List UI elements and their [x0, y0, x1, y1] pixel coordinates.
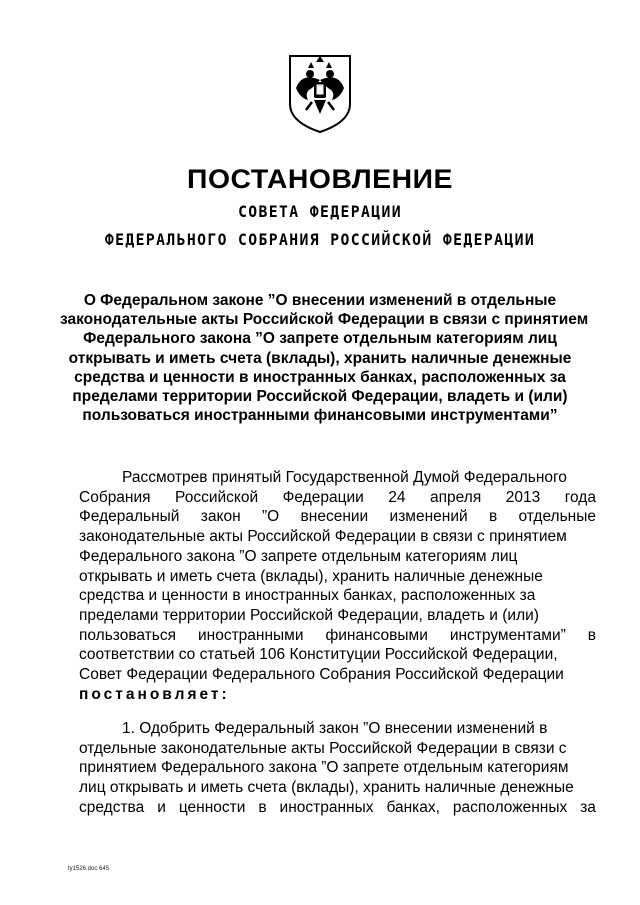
word: и: [157, 798, 166, 816]
word: внесении: [300, 508, 369, 526]
word: иностранными: [197, 626, 304, 644]
document-subtitle-council: СОВЕТА ФЕДЕРАЦИИ: [238, 202, 402, 221]
word: иностранных: [279, 798, 374, 816]
footer-file-reference: ty1526.doc 645: [68, 866, 110, 872]
justified-line: [79, 488, 596, 508]
word: финансовыми: [325, 626, 428, 644]
document-title: ПОСТАНОВЛЕНИЕ: [187, 164, 453, 194]
word: ”О: [261, 508, 280, 526]
word: изменений: [389, 508, 468, 526]
word: Российской: [175, 488, 259, 506]
justified-line: [79, 626, 596, 646]
subject-line: О Федеральном законе ”О внесении изменений в отдельные: [83, 292, 557, 309]
subject-line: законодательные акты Российской Федерации в связи с принятием: [60, 311, 589, 329]
decree-word: постановляет:: [79, 685, 230, 703]
word: ценности: [178, 798, 246, 816]
text-line: Рассмотрев принятый Государственной Думой Федерального: [122, 469, 567, 486]
word: Федеральный: [79, 508, 180, 526]
word: апреля: [430, 488, 482, 506]
subject-line: пользоваться иностранными финансовыми инструментами”: [82, 407, 558, 425]
text-line: Федерального закона ”О запрете отдельным категориям лиц: [79, 547, 518, 565]
coat-of-arms-icon: [286, 52, 354, 134]
text-line: принятием Федерального закона ”О запрете отдельным категориям: [79, 759, 569, 777]
text-line: соответствии со статьей 106 Конституции Российской Федерации,: [79, 646, 558, 664]
subject-line: открывать и иметь счета (вклады), хранить наличные денежные: [68, 349, 572, 367]
word: в: [587, 626, 596, 644]
word: отдельные: [518, 508, 596, 526]
text-line: открывать и иметь счета (вклады), хранить наличные денежные: [79, 567, 543, 585]
word: 24: [388, 488, 406, 506]
subject-line: средства и ценности в иностранных банках, расположенных за: [74, 368, 566, 386]
justified-line: [79, 507, 596, 527]
word: закон: [200, 508, 241, 526]
word: расположенных: [452, 798, 568, 816]
word: инструментами”: [449, 626, 566, 644]
subject-line: Федерального закона ”О запрете отдельным категориям лиц: [83, 330, 557, 348]
word: в: [258, 798, 267, 816]
word: пользоваться: [79, 626, 177, 644]
text-line: пределами территории Российской Федерации, владеть и (или): [79, 606, 539, 624]
justified-line: [79, 798, 596, 818]
word: за: [580, 798, 596, 816]
text-line: Совет Федерации Федерального Собрания Российской Федерации: [79, 666, 564, 684]
word: Федерации: [282, 488, 364, 506]
word: банках,: [386, 798, 440, 816]
word: Собрания: [79, 488, 151, 506]
paragraph-approve: [79, 719, 596, 818]
text-line: 1. Одобрить Федеральный закон ”О внесении изменений в: [122, 720, 548, 737]
text-line: законодательные акты Российской Федерации в связи с принятием: [79, 528, 567, 546]
text-line: средства и ценности в иностранных банках, расположенных за: [79, 587, 536, 605]
paragraph-considering: [79, 468, 596, 704]
word: 2013: [505, 488, 541, 506]
text-line: отдельные законодательные акты Российской Федерации в связи с: [79, 739, 567, 757]
word: в: [488, 508, 498, 526]
subject-line: пределами территории Российской Федерации, владеть и (или): [72, 388, 568, 406]
document-subject: [60, 291, 589, 425]
word: года: [564, 488, 596, 506]
document-subtitle-assembly: ФЕДЕРАЛЬНОГО СОБРАНИЯ РОССИЙСКОЙ ФЕДЕРАЦИИ: [104, 230, 536, 249]
word: средства: [79, 798, 145, 816]
text-line: лиц открывать и иметь счета (вклады), хранить наличные денежные: [79, 779, 574, 797]
